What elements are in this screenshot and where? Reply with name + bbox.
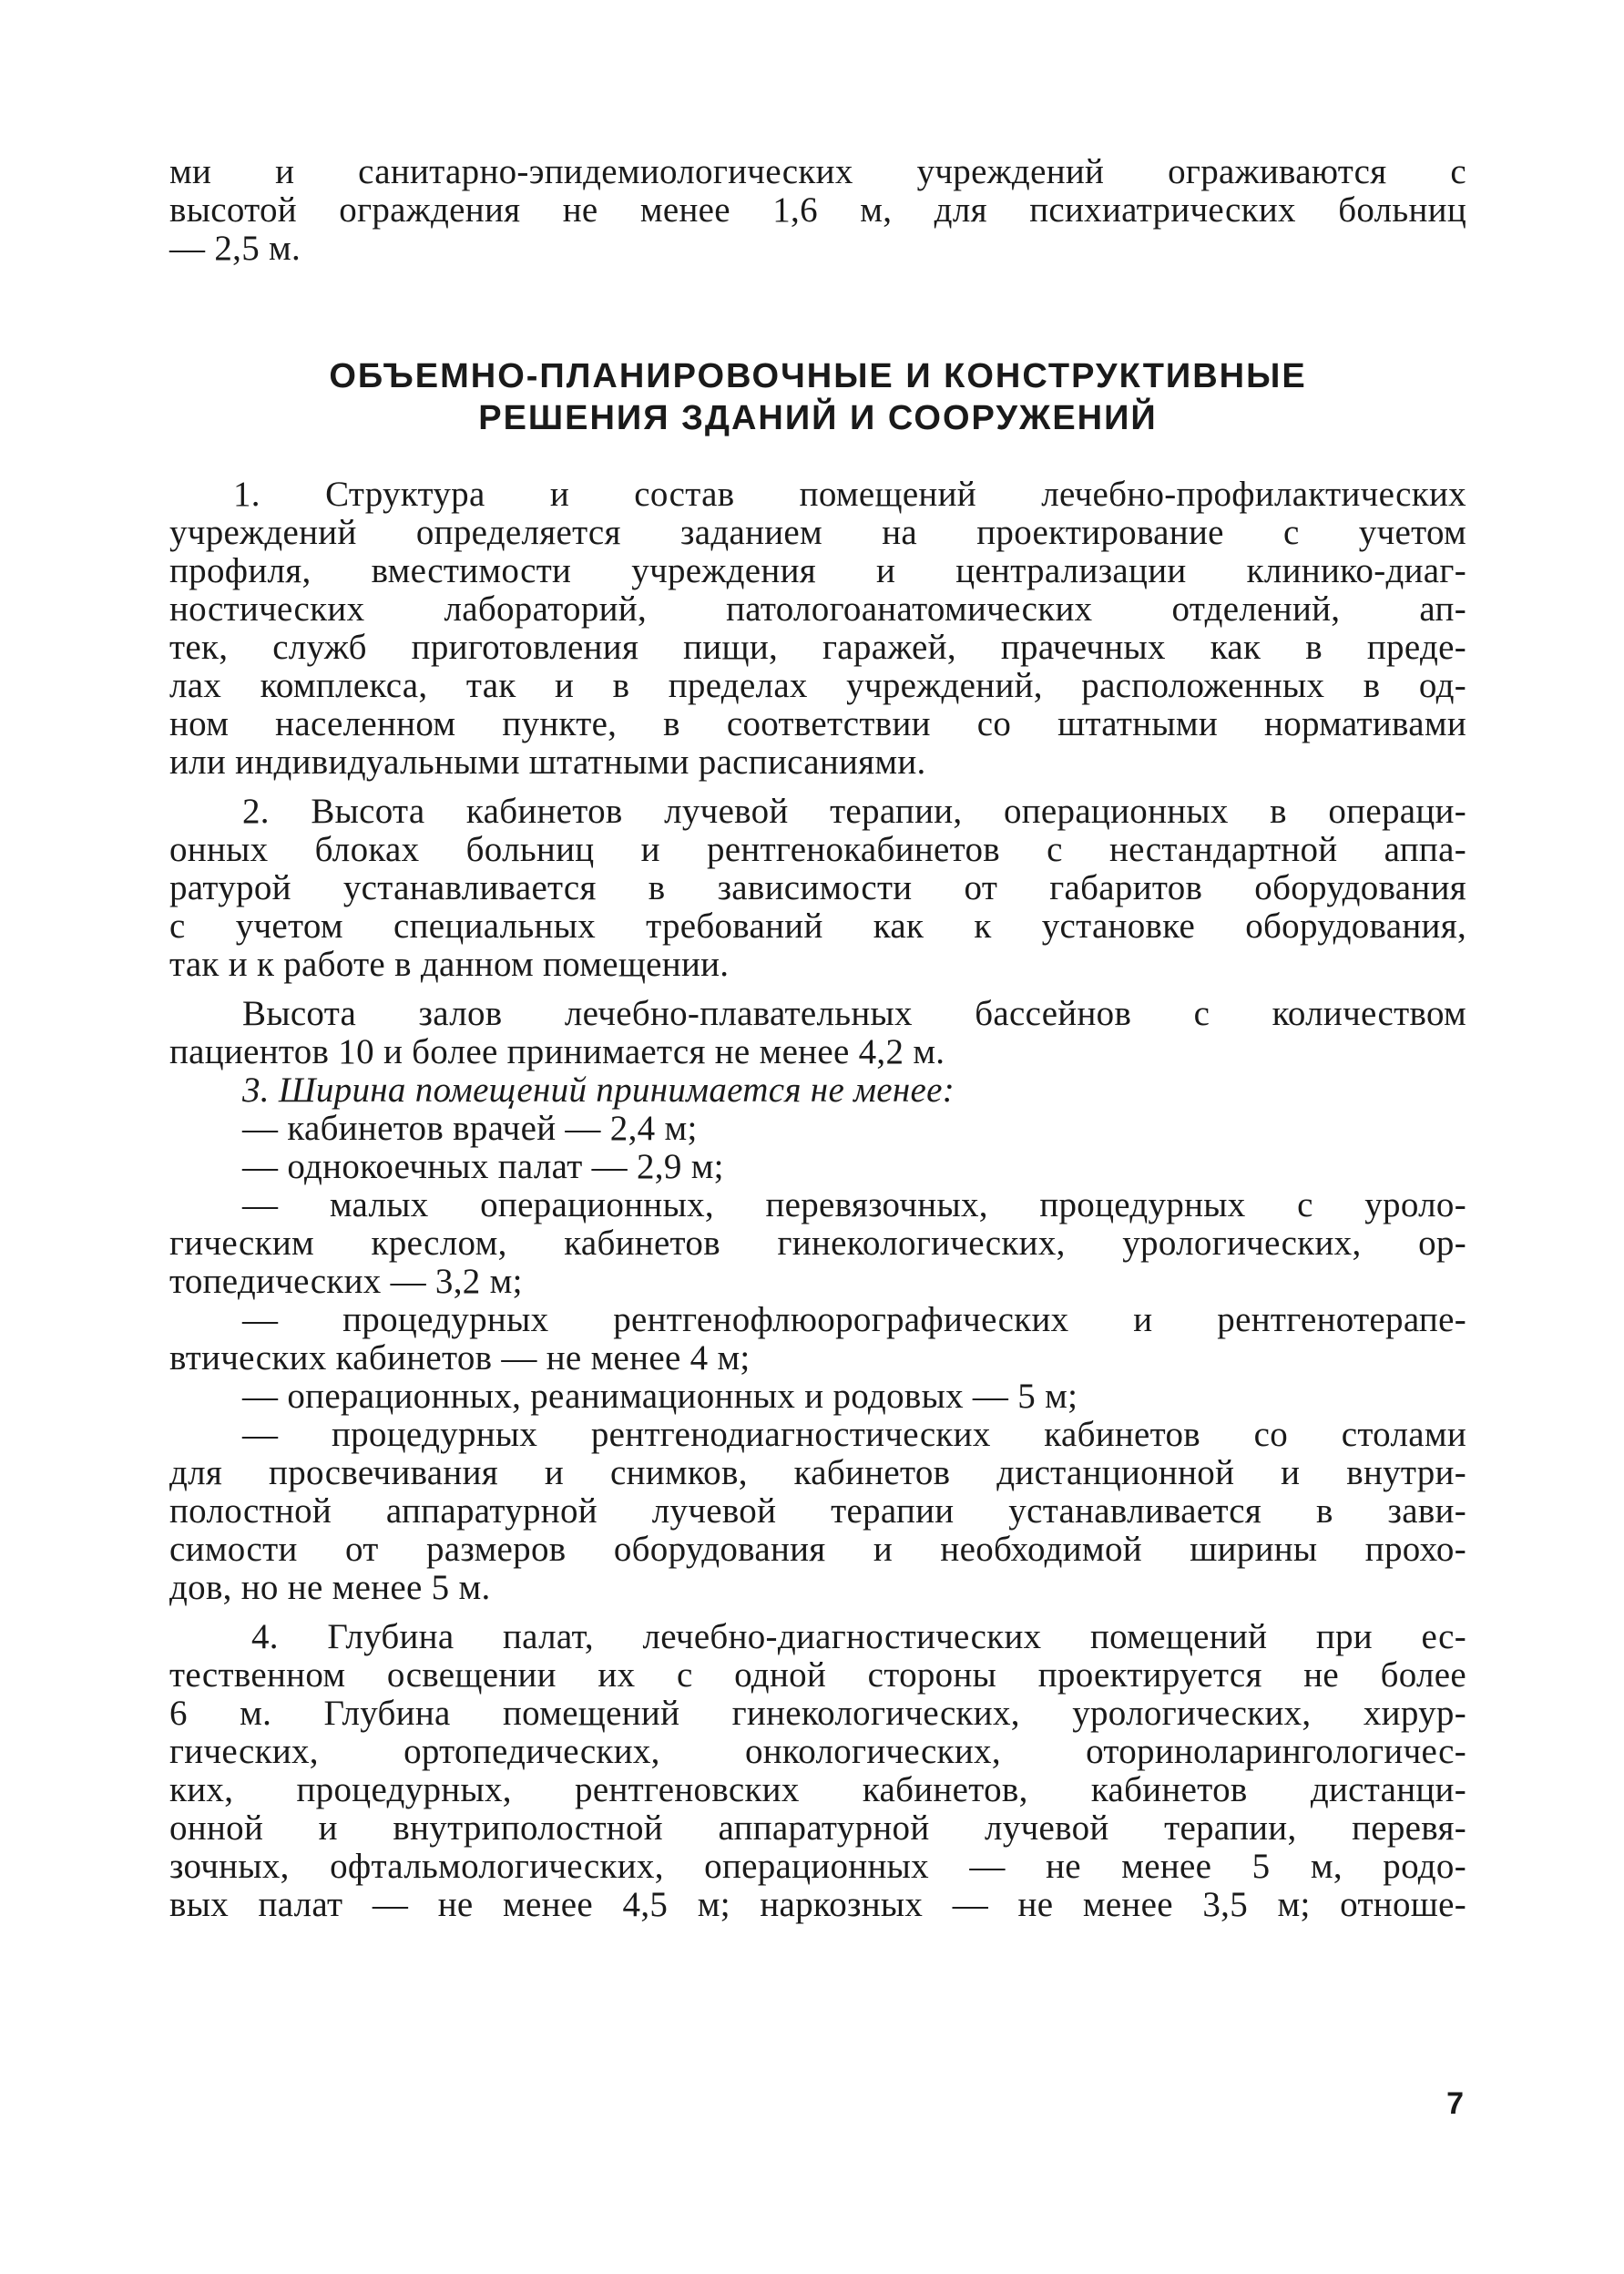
list-item <box>169 1416 1466 1607</box>
text-line: полостной аппаратурной лучевой терапии устанавливается в зави- <box>169 1491 1466 1531</box>
text-line: высотой ограждения не менее 1,6 м, для психиатрических больниц <box>169 190 1466 230</box>
text-line: дов, но не менее 5 м. <box>169 1568 491 1607</box>
text-line: — кабинетов врачей — 2,4 м; <box>242 1109 698 1148</box>
text-line: гическим креслом, кабинетов гинекологических, урологических, ор- <box>169 1224 1466 1263</box>
text-line: — 2,5 м. <box>169 229 301 268</box>
text-line: онных блоках больниц и рентгенокабинетов с нестандартной аппа- <box>169 830 1466 869</box>
text-line: втических кабинетов — не менее 4 м; <box>169 1338 751 1378</box>
text-line: 6 м. Глубина помещений гинекологических, урологических, хирур- <box>169 1694 1466 1733</box>
text-line: 4. Глубина палат, лечебно-диагностических помещений при ес- <box>251 1617 1466 1656</box>
text-line: ностических лабораторий, патологоанатомических отделений, ап- <box>169 589 1466 629</box>
text-line: 1. Структура и состав помещений лечебно-профилактических <box>233 475 1466 514</box>
list-item <box>169 1301 1466 1378</box>
text-line: для просвечивания и снимков, кабинетов дистанционной и внутри- <box>169 1453 1466 1492</box>
text-line: с учетом специальных требований как к установке оборудования, <box>169 907 1466 946</box>
heading-line: РЕШЕНИЯ ЗДАНИЙ И СООРУЖЕНИЙ <box>478 399 1158 437</box>
section-heading <box>169 355 1466 439</box>
text-line: топедических — 3,2 м; <box>169 1262 523 1301</box>
text-line: лах комплекса, так и в пределах учреждений, расположенных в од- <box>169 666 1466 705</box>
text-line: онной и внутриполостной аппаратурной лучевой терапии, перевя- <box>169 1808 1466 1848</box>
text-line: — однокоечных палат — 2,9 м; <box>242 1147 724 1186</box>
document-page <box>169 153 1466 1924</box>
list-item <box>169 1186 1466 1301</box>
paragraph-2b <box>169 995 1466 1071</box>
list-heading: 3. Ширина помещений принимается не менее: <box>242 1070 955 1110</box>
paragraph-3 <box>169 1071 1466 1607</box>
text-line: так и к работе в данном помещении. <box>169 945 730 984</box>
text-line: пациентов 10 и более принимается не менее 4,2 м. <box>169 1032 945 1071</box>
heading-line: ОБЪЕМНО-ПЛАНИРОВОЧНЫЕ И КОНСТРУКТИВНЫЕ <box>329 357 1307 395</box>
text-line: учреждений определяется заданием на проектирование с учетом <box>169 513 1466 552</box>
text-line: симости от размеров оборудования и необходимой ширины прохо- <box>169 1530 1466 1569</box>
text-line: ми и санитарно-эпидемиологических учреждений ограживаются с <box>169 152 1466 191</box>
width-list <box>169 1110 1466 1607</box>
text-line: гических, ортопедических, онкологических, оториноларингологичес- <box>169 1732 1466 1771</box>
text-line: ких, процедурных, рентгеновских кабинетов, кабинетов дистанци- <box>169 1770 1466 1809</box>
text-line: ном населенном пункте, в соответствии со штатными нормативами <box>169 704 1466 743</box>
text-line: — операционных, реанимационных и родовых — 5 м; <box>242 1377 1078 1416</box>
paragraph-4 <box>169 1618 1466 1924</box>
list-item <box>169 1148 1466 1186</box>
text-line: Высота залов лечебно-плавательных бассейнов с количеством <box>242 994 1466 1033</box>
text-line: или индивидуальными штатными расписаниями. <box>169 743 926 782</box>
text-line: вых палат — не менее 4,5 м; наркозных — не менее 3,5 м; отноше- <box>169 1885 1466 1924</box>
text-line: — процедурных рентгенодиагностических кабинетов со столами <box>242 1415 1466 1454</box>
text-line: — малых операционных, перевязочных, процедурных с уроло- <box>242 1185 1466 1224</box>
text-line: зочных, офтальмологических, операционных — не менее 5 м, родо- <box>169 1847 1466 1886</box>
text-line: профиля, вместимости учреждения и централизации клинико-диаг- <box>169 551 1466 590</box>
text-line: ратурой устанавливается в зависимости от габаритов оборудования <box>169 868 1466 907</box>
paragraph-1 <box>169 476 1466 782</box>
list-item <box>169 1110 1466 1148</box>
page-number: 7 <box>1446 2086 1464 2121</box>
list-item <box>169 1378 1466 1416</box>
intro-paragraph <box>169 153 1466 268</box>
text-line: 2. Высота кабинетов лучевой терапии, операционных в операци- <box>242 792 1466 831</box>
text-line: — процедурных рентгенофлюорографических и рентгенотерапе- <box>242 1300 1466 1339</box>
text-line: тественном освещении их с одной стороны проектируется не более <box>169 1655 1466 1695</box>
text-line: тек, служб приготовления пищи, гаражей, прачечных как в преде- <box>169 628 1466 667</box>
paragraph-2 <box>169 793 1466 984</box>
